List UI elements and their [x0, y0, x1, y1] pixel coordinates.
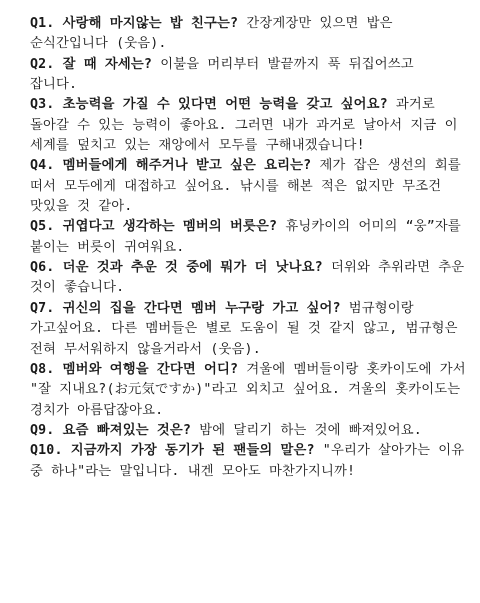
interview-text	[30, 14, 466, 482]
answer-2: 이불을 머리부터 발끝까지 푹 뒤집어쓰고 잡니다.	[30, 56, 414, 93]
question-9: Q9. 요즘 빠져있는 것은?	[30, 422, 192, 438]
answer-4: 제가 잡은 생선의 회를 떠서 모두에게 대접하고 싶어요. 낚시를 해본 적은 없지만 무조건 맛있을 것 같아.	[30, 158, 461, 215]
answer-6: 더위와 추위라면 추운 것이 좋습니다.	[30, 260, 465, 296]
qa-item-9	[30, 421, 466, 441]
answer-7: 범규형이랑 가고싶어요. 다른 멤버들은 별로 도움이 될 것 같지 않고, 범규형은 전혀 무서워하지 않을거라서 (웃음).	[30, 300, 458, 357]
answer-8: 겨울에 멤버들이랑 홋카이도에 가서 "잘 지내요?(お元気ですか)"라고 외치고 싶어요. 겨울의 홋카이도는 경치가 아름답잖아요.	[30, 361, 466, 418]
qa-item-2	[30, 55, 466, 96]
qa-item-1	[30, 14, 466, 55]
qa-item-6	[30, 258, 466, 299]
answer-1: 간장게장만 있으면 밥은 순식간입니다 (웃음).	[30, 16, 393, 52]
qa-item-7	[30, 299, 466, 360]
answer-5: 휴닝카이의 어미의 “웅”자를 붙이는 버릇이 귀여워요.	[30, 219, 461, 255]
qa-item-5	[30, 217, 466, 258]
answer-10: "우리가 살아가는 이유 중 하나"라는 말입니다. 내겐 모아도 마찬가지니까!	[30, 443, 465, 479]
answer-3: 과거로 돌아갈 수 있는 능력이 좋아요. 그러면 내가 과거로 날아서 지금 이 세계를 덮치고 있는 재앙에서 모두를 구해내겠습니다!	[30, 97, 458, 154]
question-1: Q1. 사랑해 마지않는 밥 친구는?	[30, 16, 239, 31]
question-2: Q2. 잘 때 자세는?	[30, 56, 153, 72]
question-7: Q7. 귀신의 집을 간다면 멤버 누구랑 가고 싶어?	[30, 300, 341, 316]
qa-item-8	[30, 360, 466, 421]
question-4: Q4. 멤버들에게 해주거나 받고 싶은 요리는?	[30, 158, 312, 174]
question-5: Q5. 귀엽다고 생각하는 멤버의 버릇은?	[30, 219, 278, 235]
answer-9: 밤에 달리기 하는 것에 빠져있어요.	[191, 422, 422, 438]
qa-item-3	[30, 95, 466, 156]
qa-item-10	[30, 441, 466, 482]
question-3: Q3. 초능력을 가질 수 있다면 어떤 능력을 갖고 싶어요?	[30, 97, 388, 113]
question-8: Q8. 멤버와 여행을 간다면 어디?	[30, 361, 239, 377]
question-10: Q10. 지금까지 가장 동기가 된 팬들의 말은?	[30, 443, 315, 459]
question-6: Q6. 더운 것과 추운 것 중에 뭐가 더 낫나요?	[30, 260, 323, 276]
qa-item-4	[30, 156, 466, 217]
